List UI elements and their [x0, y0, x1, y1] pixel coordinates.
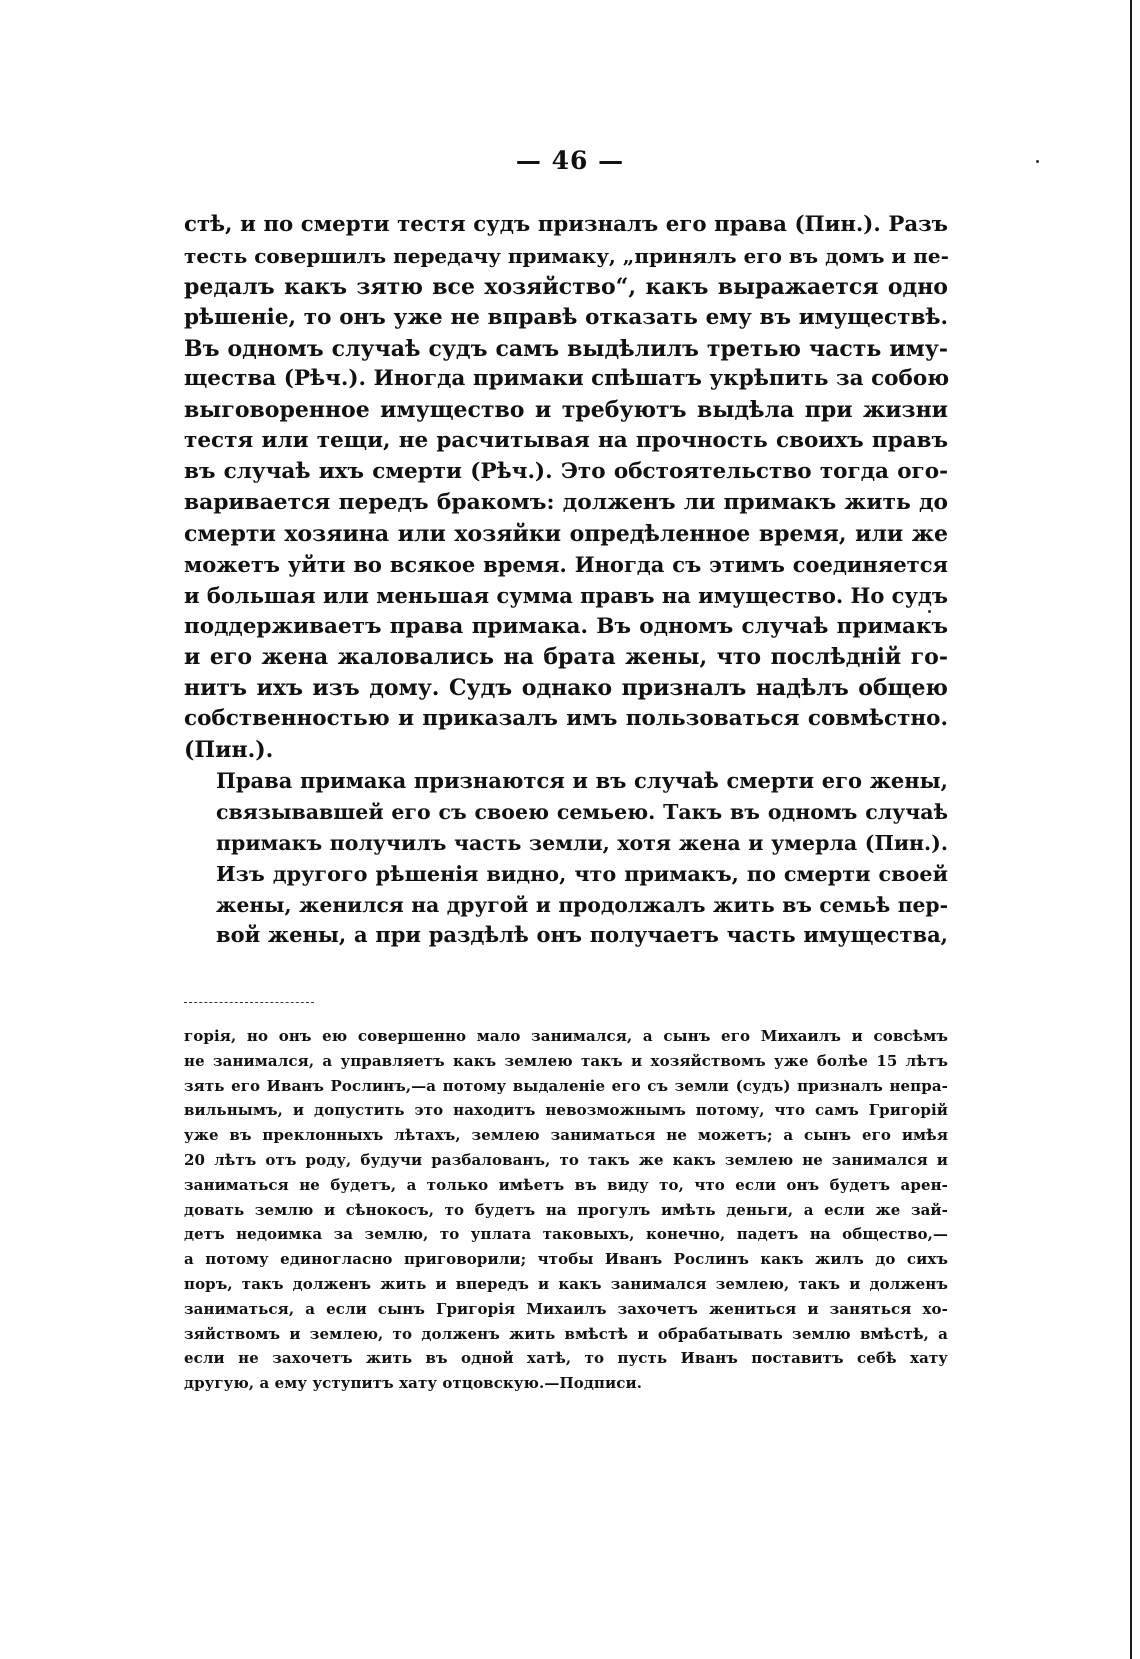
page-edge-rule [1130, 0, 1132, 1659]
text-line: можетъ уйти во всякое время. Иногда съ этимъ соединяется [184, 551, 948, 577]
footnote-line: горія, но онъ ею совершенно мало занимался, а сынъ его Михаилъ и совсѣмъ [184, 1027, 948, 1045]
text-line: Права примака признаются и въ случаѣ смерти его жены, [216, 768, 948, 794]
footnote-separator [184, 1002, 314, 1003]
text-line: жены, женился на другой и продолжалъ жить въ семьѣ пер- [216, 892, 948, 917]
footnote-line: детъ недоимка за землю, то уплата таковыхъ, конечно, падетъ на общество,— [184, 1225, 948, 1244]
footnote-line: если не захочетъ жить въ одной хатѣ, то пусть Иванъ поставитъ себѣ хату [184, 1349, 948, 1368]
text-line: рѣшеніе, то онъ уже не вправѣ отказать ему въ имуществѣ. [184, 304, 948, 330]
footnote-line: не занимался, а управляетъ какъ землею такъ и хозяйствомъ уже болѣе 15 лѣтъ [184, 1051, 948, 1070]
footnote-line: заниматься, а если сынъ Григорія Михаилъ захочетъ жениться и заняться хо- [184, 1299, 948, 1318]
text-line: смерти хозяина или хозяйки опредѣленное время, или же [184, 520, 948, 547]
footnote-line: зяйствомъ и землею, то долженъ жить вмѣстѣ и обрабатывать землю вмѣстѣ, а [184, 1324, 948, 1343]
text-line: Въ одномъ случаѣ судъ самъ выдѣлилъ третью часть иму- [184, 335, 948, 362]
text-line: связывавшей его съ своею семьею. Такъ въ одномъ случаѣ [216, 799, 948, 824]
text-line: Изъ другого рѣшенія видно, что примакъ, по смерти своей [216, 861, 948, 886]
footnote-block [184, 1024, 948, 1396]
footnote-line: другую, а ему уступитъ хату отцовскую.—Подписи. [184, 1374, 643, 1393]
footnote-line: уже въ преклонныхъ лѣтахъ, землею заниматься не можетъ; а сынъ его имѣя [184, 1126, 948, 1145]
footnote-line: поръ, такъ долженъ жить и впередъ и какъ занимался землею, такъ и долженъ [184, 1274, 948, 1293]
text-line: щества (Рѣч.). Иногда примаки спѣшатъ укрѣпить за собою [184, 366, 950, 392]
footnote-line: вильнымъ, и допустить это находитъ невозможнымъ потому, что самъ Григорій [184, 1101, 948, 1120]
text-line: и его жена жаловались на брата жены, что послѣдній го- [184, 644, 948, 671]
text-line: редалъ какъ зятю все хозяйство“, какъ выражается одно [184, 273, 948, 300]
text-line: тесть совершилъ передачу примаку, „принялъ его въ домъ и пе- [184, 243, 949, 268]
text-line: стѣ, и по смерти тестя судъ призналъ его права (Пин.). Разъ [184, 212, 948, 237]
footnote-line: заниматься не будетъ, а только имѣетъ въ виду то, что если онъ будетъ арен- [184, 1175, 948, 1194]
text-line: нитъ ихъ изъ дому. Судъ однако призналъ надѣлъ общею [184, 675, 948, 702]
text-line: собственностью и приказалъ имъ пользоваться совмѣстно. [184, 706, 948, 732]
text-line: поддерживаетъ права примака. Въ одномъ случаѣ примакъ [184, 613, 948, 639]
footnote-line: зять его Иванъ Рослинъ,—а потому выдаленіе его съ земли (судъ) призналъ непра- [184, 1076, 948, 1095]
text-line: выговоренное имущество и требуютъ выдѣла при жизни [184, 397, 948, 424]
text-line: вой жены, а при раздѣлѣ онъ получаетъ часть имущества, [216, 922, 948, 948]
text-line: (Пин.). [184, 737, 274, 764]
text-line: тестя или тещи, не расчитывая на прочность своихъ правъ [184, 428, 948, 454]
text-line: примакъ получилъ часть земли, хотя жена и умерла (Пин.). [216, 830, 948, 855]
footnote-line: 20 лѣтъ отъ роду, будучи разбалованъ, то такъ же какъ землею не занимался и [184, 1150, 948, 1169]
text-line: въ случаѣ ихъ смерти (Рѣч.). Это обстоятельство тогда ого- [184, 459, 948, 485]
main-text-block [184, 210, 948, 951]
footnote-line: довать землю и сѣнокосъ, то будетъ на прогулъ имѣть деньги, а если же зай- [184, 1200, 948, 1219]
text-line: и большая или меньшая сумма правъ на имущество. Но судъ [184, 582, 948, 608]
page-number: — 46 — [515, 146, 625, 175]
footnote-line: а потому единогласно приговорили; чтобы Иванъ Рослинъ какъ жилъ до сихъ [184, 1250, 948, 1269]
text-line: варивается передъ бракомъ: долженъ ли примакъ жить до [184, 490, 948, 516]
